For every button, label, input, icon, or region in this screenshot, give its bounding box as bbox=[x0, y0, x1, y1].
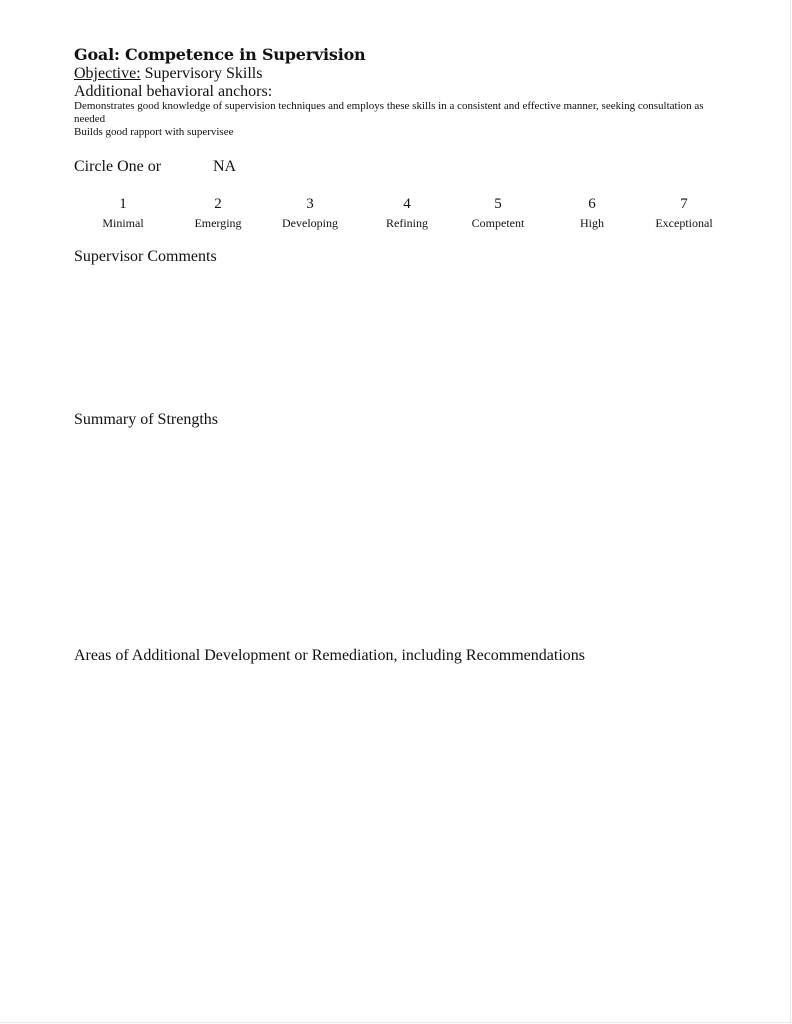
scale-option-7[interactable] bbox=[634, 196, 734, 231]
scale-number: 2 bbox=[214, 196, 222, 212]
scale-number: 1 bbox=[119, 196, 127, 212]
objective-label: Objective: bbox=[74, 65, 141, 82]
scale-option-5[interactable] bbox=[448, 196, 548, 231]
supervisor-comments-heading: Supervisor Comments bbox=[74, 248, 217, 265]
scale-label: High bbox=[580, 216, 604, 230]
scale-label: Exceptional bbox=[655, 216, 713, 230]
scale-option-2[interactable] bbox=[168, 196, 268, 231]
objective-value: Supervisory Skills bbox=[144, 65, 263, 82]
circle-one-label: Circle One or bbox=[74, 158, 162, 175]
scale-number: 4 bbox=[403, 196, 411, 212]
scale-option-6[interactable] bbox=[542, 196, 642, 231]
summary-of-strengths-heading: Summary of Strengths bbox=[74, 411, 218, 428]
scale-number: 3 bbox=[306, 196, 314, 212]
scale-label: Developing bbox=[282, 216, 338, 230]
scale-number: 5 bbox=[494, 196, 502, 212]
anchor-text: Builds good rapport with supervisee bbox=[74, 126, 234, 138]
objective-line bbox=[74, 65, 262, 83]
scale-option-1[interactable] bbox=[73, 196, 173, 231]
goal-heading: Goal: Competence in Supervision bbox=[74, 45, 366, 64]
scale-label: Emerging bbox=[194, 216, 242, 230]
anchors-title: Additional behavioral anchors: bbox=[74, 83, 273, 100]
scale-label: Refining bbox=[386, 216, 428, 230]
scale-label: Competent bbox=[471, 216, 525, 230]
na-option[interactable]: NA bbox=[213, 158, 237, 175]
scale-number: 6 bbox=[588, 196, 596, 212]
scale-option-3[interactable] bbox=[260, 196, 360, 231]
scale-number: 7 bbox=[680, 196, 688, 212]
scale-label: Minimal bbox=[102, 216, 144, 230]
scale-option-4[interactable] bbox=[357, 196, 457, 231]
areas-of-development-heading: Areas of Additional Development or Remediation, including Recommendations bbox=[74, 647, 585, 664]
anchor-text: Demonstrates good knowledge of supervision techniques and employs these skills in a consistent and effective manner, seeking consultation as needed bbox=[74, 100, 704, 125]
